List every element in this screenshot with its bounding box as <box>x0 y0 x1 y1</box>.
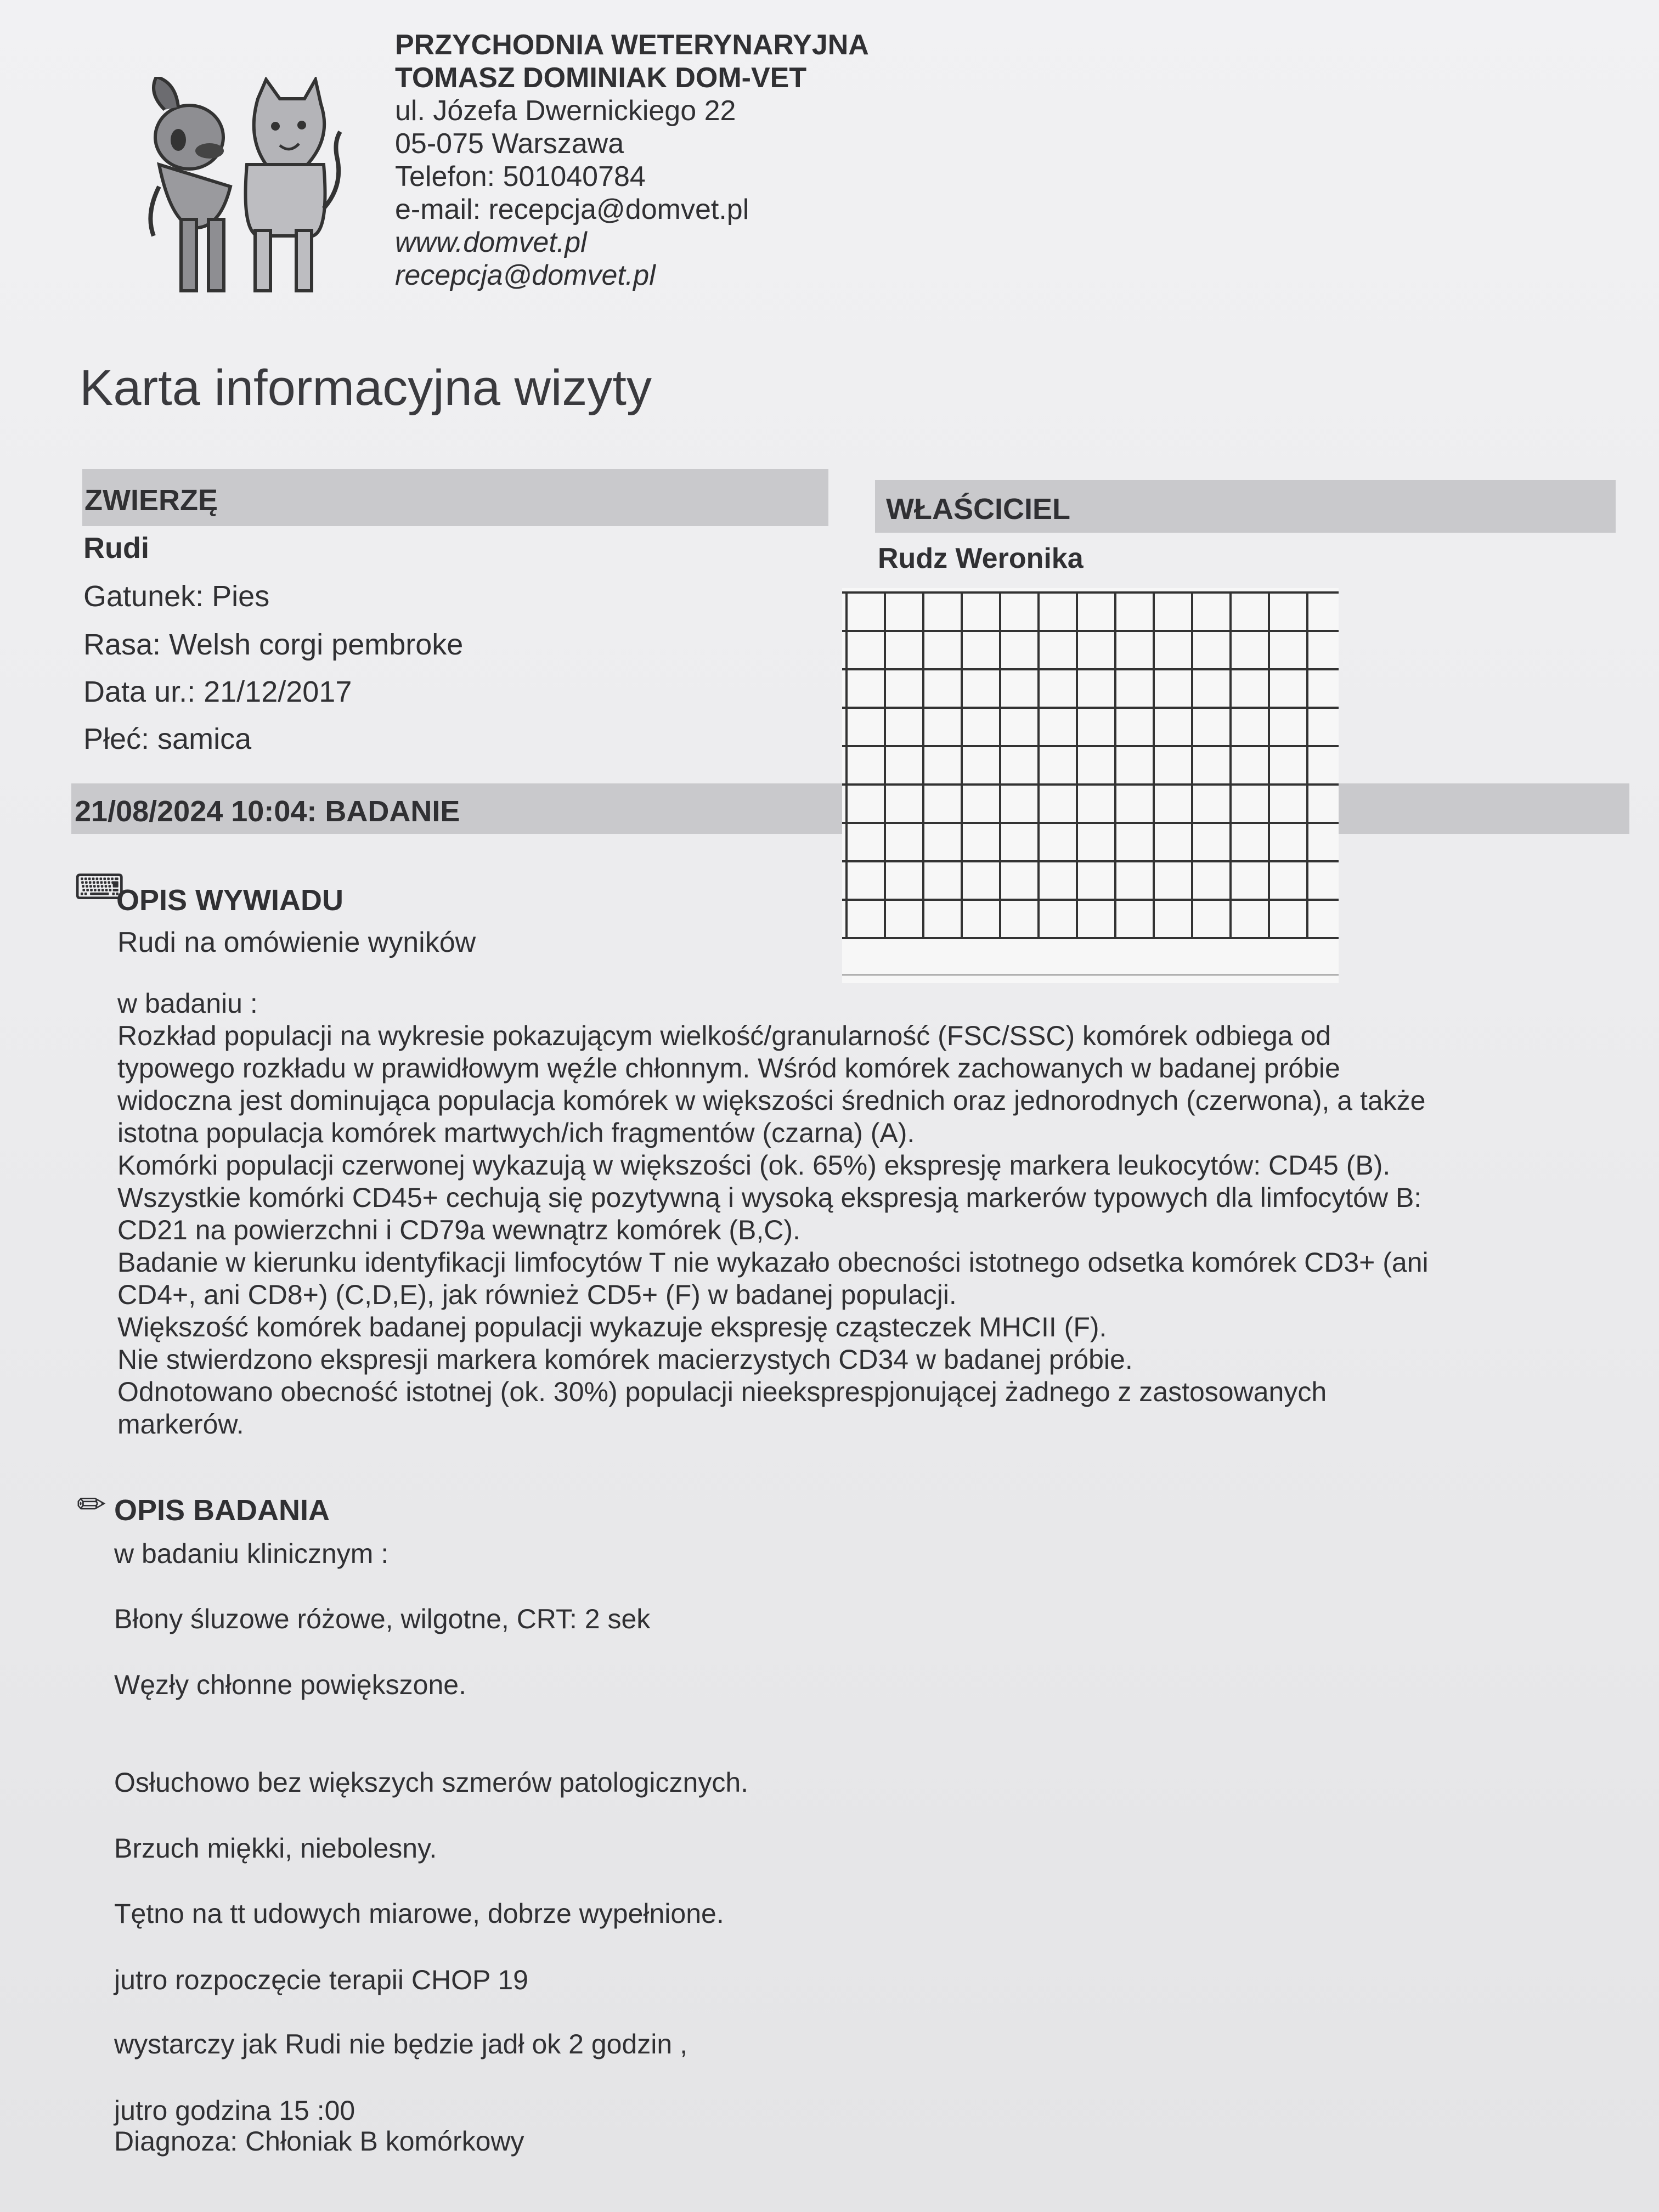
history-line: istotna populacja komórek martwych/ich fragmentów (czarna) (A). <box>117 1118 915 1148</box>
clinic-name-line2: TOMASZ DOMINIAK DOM-VET <box>395 62 807 94</box>
clinic-website: www.domvet.pl <box>395 227 587 258</box>
clinic-logo <box>148 77 346 296</box>
owner-section-header: WŁAŚCICIEL <box>886 493 1070 526</box>
history-line: Badanie w kierunku identyfikacji limfocytów T nie wykazało obecności istotnego odsetka komórek CD3+ (ani <box>117 1247 1429 1278</box>
history-line: CD21 na powierzchni i CD79a wewnątrz komórek (B,C). <box>117 1215 800 1245</box>
exam-line: jutro rozpoczęcie terapii CHOP 19 <box>114 1965 528 1995</box>
history-line: Rozkład populacji na wykresie pokazującym wielkość/granularność (FSC/SSC) komórek odbiega od <box>117 1020 1331 1051</box>
exam-line: Węzły chłonne powiększone. <box>114 1669 466 1700</box>
diagnosis: Diagnoza: Chłoniak B komórkowy <box>114 2126 524 2157</box>
exam-line: jutro godzina 15 :00 <box>114 2095 356 2126</box>
history-line: Komórki populacji czerwonej wykazują w większości (ok. 65%) ekspresję markera leukocytów: CD45 (B). <box>117 1150 1391 1181</box>
owner-section-bar <box>875 480 1616 533</box>
history-line: CD4+, ani CD8+) (C,D,E), jak również CD5+ (F) w badanej populacji. <box>117 1279 957 1310</box>
grid-paper-overlay <box>842 588 1339 983</box>
animal-species: Gatunek: Pies <box>83 580 270 613</box>
animal-sex: Płeć: samica <box>83 723 252 755</box>
history-line: Nie stwierdzono ekspresji markera komórek macierzystych CD34 w badanej próbie. <box>117 1344 1133 1375</box>
exam-title: OPIS BADANIA <box>114 1494 330 1527</box>
history-line: Wszystkie komórki CD45+ cechują się pozytywną i wysoką ekspresją markerów typowych dla limfocytów B: <box>117 1182 1422 1213</box>
history-body <box>117 988 1544 1441</box>
clinic-name-line1: PRZYCHODNIA WETERYNARYJNA <box>395 29 869 61</box>
animal-section-header: ZWIERZĘ <box>84 484 218 517</box>
clinic-email-secondary: recepcja@domvet.pl <box>395 259 656 291</box>
history-line: typowego rozkładu w prawidłowym węźle chłonnym. Wśród komórek zachowanych w badanej próbie <box>117 1053 1340 1084</box>
animal-breed: Rasa: Welsh corgi pembroke <box>83 628 464 661</box>
history-title: OPIS WYWIADU <box>116 884 343 917</box>
exam-line: Tętno na tt udowych miarowe, dobrze wypełnione. <box>114 1898 724 1929</box>
history-line: Większość komórek badanej populacji wykazuje ekspresję cząsteczek MHCII (F). <box>117 1312 1107 1342</box>
animal-name: Rudi <box>83 532 149 565</box>
exam-icon: ✏ <box>77 1485 106 1524</box>
history-intro: Rudi na omówienie wyników <box>117 927 476 958</box>
clinic-city: 05-075 Warszawa <box>395 128 624 160</box>
owner-name: Rudz Weronika <box>878 543 1084 574</box>
history-line: Odnotowano obecność istotnej (ok. 30%) populacji nieeksprespjonującej żadnego z zastosowanych <box>117 1376 1327 1407</box>
visit-header: 21/08/2024 10:04: BADANIE <box>75 795 460 828</box>
clinic-address: ul. Józefa Dwernickiego 22 <box>395 95 736 127</box>
exam-line: Osłuchowo bez większych szmerów patologicznych. <box>114 1767 749 1798</box>
history-line: widoczna jest dominująca populacja komórek w większości średnich oraz jednorodnych (czerwona), a także <box>117 1085 1426 1116</box>
exam-line: wystarczy jak Rudi nie będzie jadł ok 2 godzin , <box>114 2029 687 2059</box>
clinic-email: e-mail: recepcja@domvet.pl <box>395 194 749 225</box>
document-title: Karta informacyjna wizyty <box>80 360 652 416</box>
exam-line: Błony śluzowe różowe, wilgotne, CRT: 2 sek <box>114 1604 651 1634</box>
animal-dob: Data ur.: 21/12/2017 <box>83 675 352 708</box>
clinic-phone: Telefon: 501040784 <box>395 161 646 193</box>
exam-line: w badaniu klinicznym : <box>114 1538 389 1569</box>
animal-section-bar <box>82 469 828 526</box>
history-line: markerów. <box>117 1409 244 1440</box>
history-icon: ⌨ <box>74 867 125 907</box>
exam-line: Brzuch miękki, niebolesny. <box>114 1833 437 1864</box>
history-line: w badaniu : <box>117 988 258 1019</box>
clinic-header <box>395 29 869 292</box>
